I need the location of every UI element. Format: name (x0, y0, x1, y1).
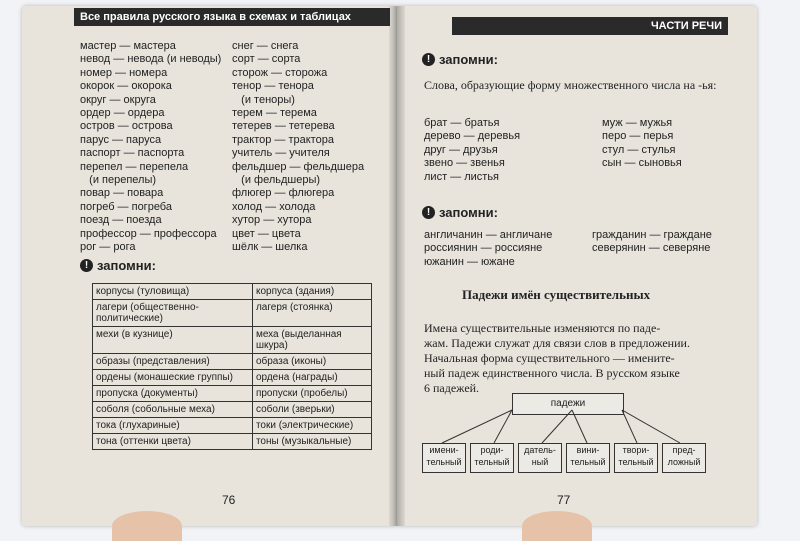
list-item: трактор — трактора (232, 133, 334, 146)
list-item: англичанин — англичане (424, 229, 553, 241)
case-box: вини- тельный (566, 443, 610, 473)
table-cell: корпуса (здания) (252, 284, 371, 300)
list-item: дерево — деревья (424, 130, 521, 143)
table-row (93, 434, 372, 450)
table-cell: мехи (в кузнице) (93, 327, 253, 354)
nations-list-left (424, 229, 552, 269)
list-item: лист — листья (424, 170, 500, 183)
list-item: остров — острова (80, 120, 173, 133)
left-header: Все правила русского языка в схемах и таблицах (74, 8, 390, 26)
list-item: терем — терема (232, 107, 317, 120)
table-cell: корпусы (туловища) (93, 284, 253, 300)
case-box: имени- тельный (422, 443, 466, 473)
table-cell: тоны (музыкальные) (252, 434, 371, 450)
page-number-right: 77 (557, 493, 571, 507)
list-item: флюгер — флюгера (232, 187, 335, 200)
list-item: холод — холода (232, 200, 316, 213)
list-item: снег — снега (232, 40, 299, 52)
list-item: стул — стулья (602, 143, 676, 156)
book (12, 0, 772, 531)
list-item: фельдшер — фельдшера (232, 160, 365, 173)
table-cell: образа (иконы) (252, 354, 371, 370)
plural-list-right (602, 117, 682, 171)
list-item: перо — перья (602, 130, 674, 143)
list-item: (и перепелы) (80, 174, 157, 187)
list-item: погреб — погреба (80, 200, 172, 213)
list-item: невод — невода (и неводы) (80, 53, 222, 66)
case-box: пред- ложный (662, 443, 706, 473)
list-item: ордер — ордера (80, 107, 165, 120)
list-item: брат — братья (424, 117, 500, 129)
memo-label-left (80, 258, 156, 273)
memo-text: запомни: (97, 258, 156, 273)
table-cell: ордены (монашеские группы) (93, 370, 253, 386)
list-item: южанин — южане (424, 255, 515, 268)
exclamation-icon: ! (80, 259, 93, 272)
exclamation-icon: ! (422, 53, 435, 66)
list-item: россиянин — россияне (424, 242, 543, 255)
table-row (93, 402, 372, 418)
memo-label-right-1 (422, 52, 498, 67)
list-item: шёлк — шелка (232, 241, 308, 254)
table-row (93, 327, 372, 354)
table-row (93, 370, 372, 386)
table-cell: токи (электрические) (252, 418, 371, 434)
table-cell: лагери (общественно-политические) (93, 300, 253, 327)
list-item: учитель — учителя (232, 147, 330, 160)
table-cell: ордена (награды) (252, 370, 371, 386)
table-cell: лагеря (стоянка) (252, 300, 371, 327)
memo-label-right-2 (422, 205, 498, 220)
list-item: тетерев — тетерева (232, 120, 335, 133)
plural-col-1 (80, 40, 221, 255)
list-item: парус — паруса (80, 133, 162, 146)
table-cell: тока (глухариные) (93, 418, 253, 434)
book-spine (389, 6, 405, 526)
list-item: поезд — поезда (80, 214, 162, 227)
nations-list-right (592, 229, 712, 256)
list-item: повар — повара (80, 187, 164, 200)
list-item: гражданин — граждане (592, 229, 712, 241)
thumb-right (522, 511, 592, 541)
list-item: рог — рога (80, 241, 136, 254)
table-cell: меха (выделанная шкура) (252, 327, 371, 354)
memo-text: запомни: (439, 52, 498, 67)
plural-list-left (424, 117, 520, 184)
table-cell: образы (представления) (93, 354, 253, 370)
diagram-root: падежи (512, 393, 624, 415)
list-item: (и фельдшеры) (232, 174, 321, 187)
table-row (93, 354, 372, 370)
thumb-left (112, 511, 182, 541)
table-cell: соболи (зверьки) (252, 402, 371, 418)
list-item: цвет — цвета (232, 227, 301, 240)
list-item: сорт — сорта (232, 53, 301, 66)
case-box: роди- тельный (470, 443, 514, 473)
list-item: (и теноры) (232, 93, 295, 106)
homonym-table (92, 283, 372, 450)
list-item: округ — округа (80, 93, 156, 106)
list-item: северянин — северяне (592, 242, 711, 255)
list-item: номер — номера (80, 66, 168, 79)
list-item: тенор — тенора (232, 80, 314, 93)
table-cell: пропуска (документы) (93, 386, 253, 402)
section-title: Падежи имён существительных (462, 287, 651, 302)
table-row (93, 284, 372, 300)
list-item: друг — друзья (424, 143, 498, 156)
table-cell: тона (оттенки цвета) (93, 434, 253, 450)
list-item: перепел — перепела (80, 160, 189, 173)
plural-intro: Слова, образующие форму множественного числа на -ья: (424, 78, 717, 92)
table-cell: соболя (собольные меха) (93, 402, 253, 418)
exclamation-icon: ! (422, 206, 435, 219)
table-row (93, 386, 372, 402)
right-header: ЧАСТИ РЕЧИ (452, 17, 728, 35)
list-item: сын — сыновья (602, 157, 682, 170)
case-box: твори- тельный (614, 443, 658, 473)
list-item: муж — мужья (602, 117, 673, 129)
list-item: хутор — хутора (232, 214, 312, 227)
list-item: паспорт — паспорта (80, 147, 185, 160)
list-item: мастер — мастера (80, 40, 176, 52)
list-item: звено — звенья (424, 157, 505, 170)
case-box: датель- ный (518, 443, 562, 473)
plural-col-2 (232, 40, 364, 255)
list-item: сторож — сторожа (232, 66, 328, 79)
table-row (93, 300, 372, 327)
table-row (93, 418, 372, 434)
memo-text: запомни: (439, 205, 498, 220)
page-number-left: 76 (222, 493, 236, 507)
list-item: профессор — профессора (80, 227, 217, 240)
cases-paragraph: Имена существительные изменяются по паде- жам. Падежи служат для связи слов в предложении. Начальная форма существительного — имените- ный падеж единственного числа. В русском языке 6 падежей. (424, 321, 690, 395)
list-item: окорок — окорока (80, 80, 172, 93)
diagram-arrows (412, 405, 712, 445)
table-cell: пропуски (пробелы) (252, 386, 371, 402)
